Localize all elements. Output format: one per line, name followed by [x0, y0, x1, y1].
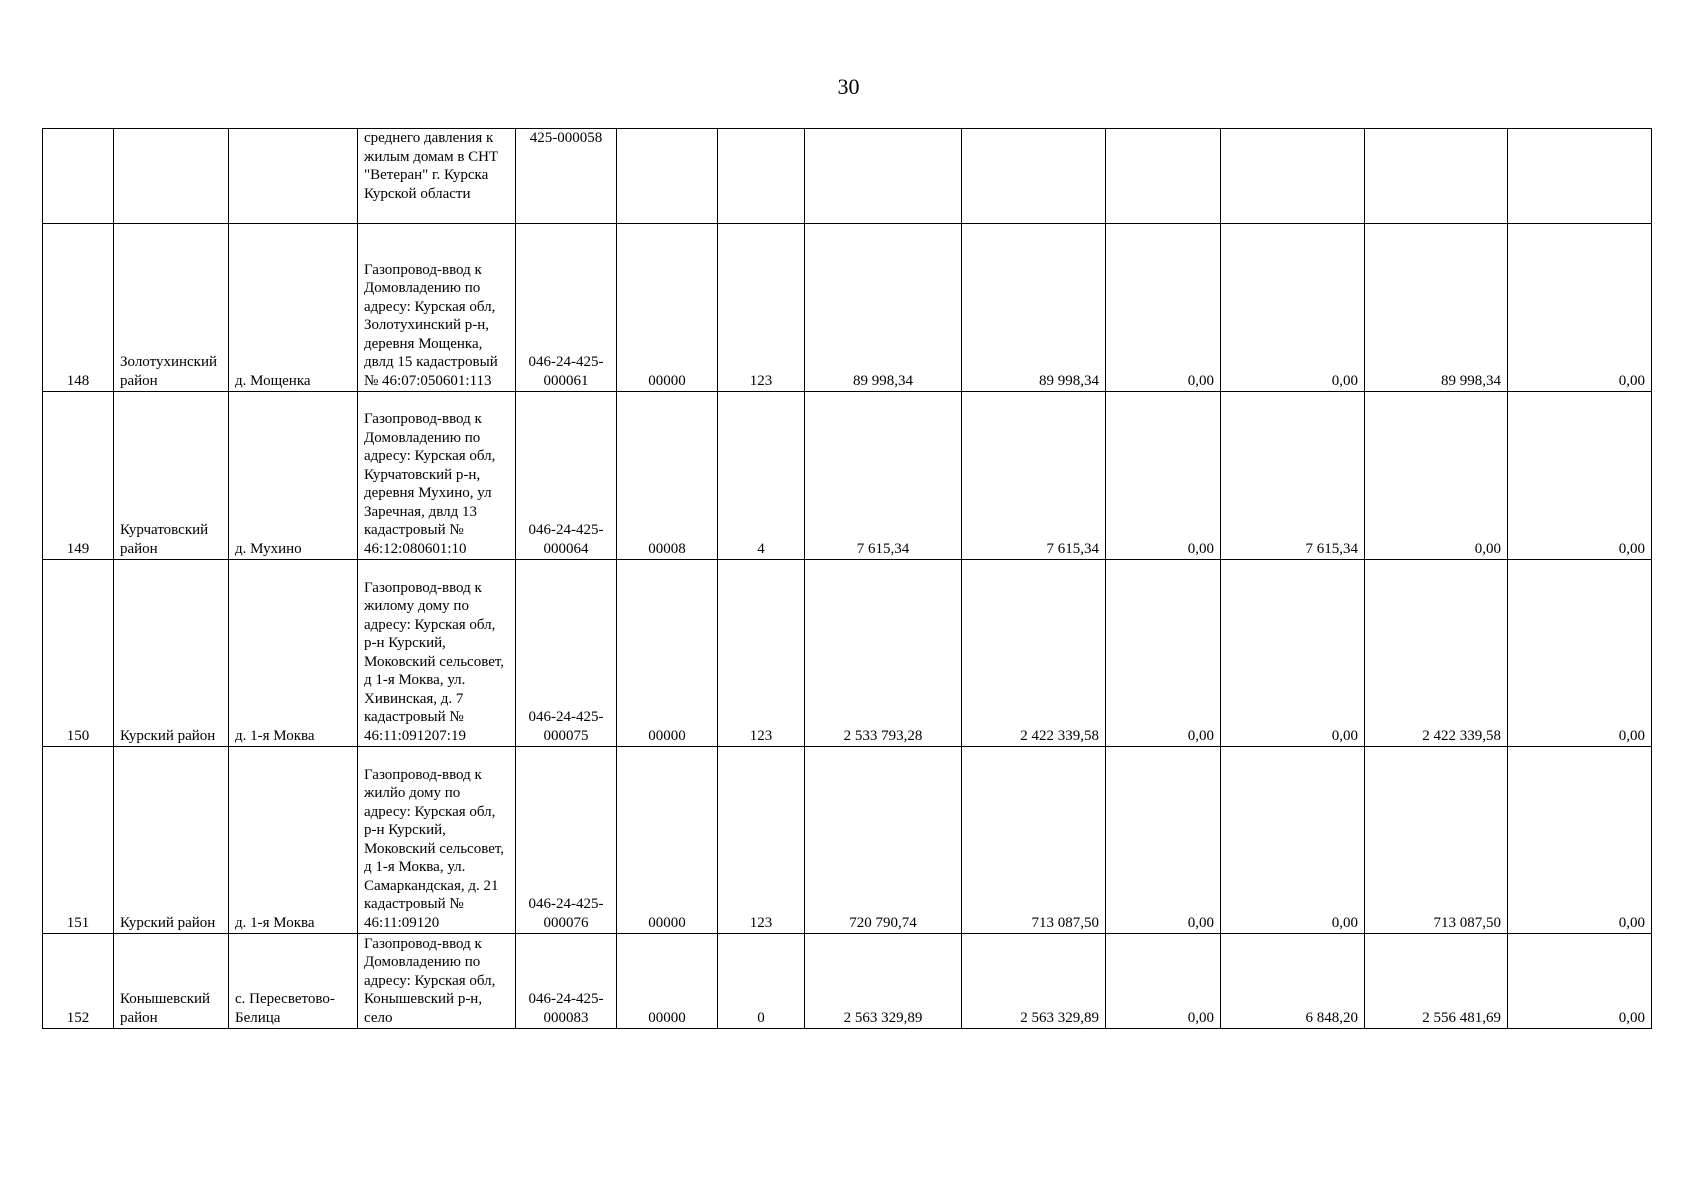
amount-cell: 89 998,34: [805, 224, 962, 392]
amount-cell: 0,00: [1508, 934, 1652, 1029]
object-description: Газопровод-ввод к Домовладению по адресу: Курская обл, Золотухинский р-н, деревня Мощенка, двлд 15 кадастровый № 46:07:050601:113: [358, 224, 516, 392]
settlement-cell: д. Мощенка: [229, 224, 358, 392]
amount-cell: 0,00: [1221, 747, 1365, 934]
amount-cell: 2 422 339,58: [1365, 560, 1508, 747]
amount-cell: 2 563 329,89: [805, 934, 962, 1029]
code-cell: [617, 129, 718, 224]
district-cell: Курчатовский район: [114, 392, 229, 560]
table-row: [43, 747, 1652, 934]
settlement-cell: д. Мухино: [229, 392, 358, 560]
amount-cell: [1106, 129, 1221, 224]
object-code: 046-24-425-000075: [516, 560, 617, 747]
amount-cell: 0,00: [1508, 224, 1652, 392]
row-number: 152: [43, 934, 114, 1029]
quantity-cell: 123: [718, 224, 805, 392]
object-code: 425-000058: [516, 129, 617, 224]
amount-cell: 0,00: [1106, 934, 1221, 1029]
amount-cell: 2 563 329,89: [962, 934, 1106, 1029]
code-cell: 00008: [617, 392, 718, 560]
quantity-cell: 123: [718, 560, 805, 747]
amount-cell: 2 533 793,28: [805, 560, 962, 747]
amount-cell: 6 848,20: [1221, 934, 1365, 1029]
amount-cell: 7 615,34: [962, 392, 1106, 560]
table-row: [43, 934, 1652, 1029]
row-number: 151: [43, 747, 114, 934]
object-description: среднего давления к жилым домам в СНТ "Ветеран" г. Курска Курской области: [358, 129, 516, 224]
page-number: 30: [837, 74, 860, 99]
amount-cell: 0,00: [1106, 224, 1221, 392]
table-row: [43, 129, 1652, 224]
code-cell: 00000: [617, 560, 718, 747]
object-code: 046-24-425-000064: [516, 392, 617, 560]
code-cell: 00000: [617, 747, 718, 934]
settlement-cell: с. Пересветово-Белица: [229, 934, 358, 1029]
district-cell: Конышевский район: [114, 934, 229, 1029]
code-cell: 00000: [617, 224, 718, 392]
object-code: 046-24-425-000061: [516, 224, 617, 392]
district-cell: Курский район: [114, 560, 229, 747]
amount-cell: 0,00: [1508, 392, 1652, 560]
amount-cell: 2 556 481,69: [1365, 934, 1508, 1029]
quantity-cell: 0: [718, 934, 805, 1029]
amount-cell: [1221, 129, 1365, 224]
code-cell: 00000: [617, 934, 718, 1029]
row-number: [43, 129, 114, 224]
settlement-cell: д. 1-я Моква: [229, 747, 358, 934]
row-number: 150: [43, 560, 114, 747]
table-row: [43, 224, 1652, 392]
amount-cell: 0,00: [1365, 392, 1508, 560]
settlement-cell: [229, 129, 358, 224]
registry-table: [42, 128, 1652, 1029]
amount-cell: [805, 129, 962, 224]
quantity-cell: [718, 129, 805, 224]
amount-cell: 0,00: [1106, 392, 1221, 560]
settlement-cell: д. 1-я Моква: [229, 560, 358, 747]
amount-cell: 720 790,74: [805, 747, 962, 934]
amount-cell: 0,00: [1508, 560, 1652, 747]
amount-cell: 0,00: [1106, 747, 1221, 934]
amount-cell: 2 422 339,58: [962, 560, 1106, 747]
quantity-cell: 123: [718, 747, 805, 934]
district-cell: [114, 129, 229, 224]
district-cell: Курский район: [114, 747, 229, 934]
object-description: Газопровод-ввод к Домовладению по адресу: Курская обл, Конышевский р-н, село: [358, 934, 516, 1029]
object-description: Газопровод-ввод к жилому дому по адресу: Курская обл, р-н Курский, Моковский сельсовет, д 1-я Моква, ул. Хивинская, д. 7 кадастровый № 46:11:091207:19: [358, 560, 516, 747]
amount-cell: 89 998,34: [962, 224, 1106, 392]
amount-cell: [1508, 129, 1652, 224]
object-description: Газопровод-ввод к жилйо дому по адресу: Курская обл, р-н Курский, Моковский сельсовет, д 1-я Моква, ул. Самаркандская, д. 21 кадастровый № 46:11:09120: [358, 747, 516, 934]
table-row: [43, 560, 1652, 747]
object-code: 046-24-425-000083: [516, 934, 617, 1029]
amount-cell: 713 087,50: [1365, 747, 1508, 934]
amount-cell: 89 998,34: [1365, 224, 1508, 392]
row-number: 148: [43, 224, 114, 392]
amount-cell: 0,00: [1221, 560, 1365, 747]
amount-cell: 0,00: [1106, 560, 1221, 747]
amount-cell: [1365, 129, 1508, 224]
amount-cell: 0,00: [1221, 224, 1365, 392]
district-cell: Золотухинский район: [114, 224, 229, 392]
quantity-cell: 4: [718, 392, 805, 560]
table-row: [43, 392, 1652, 560]
object-code: 046-24-425-000076: [516, 747, 617, 934]
amount-cell: 7 615,34: [805, 392, 962, 560]
amount-cell: 0,00: [1508, 747, 1652, 934]
amount-cell: 7 615,34: [1221, 392, 1365, 560]
amount-cell: 713 087,50: [962, 747, 1106, 934]
amount-cell: [962, 129, 1106, 224]
object-description: Газопровод-ввод к Домовладению по адресу: Курская обл, Курчатовский р-н, деревня Мухино, ул Заречная, двлд 13 кадастровый № 46:12:080601:10: [358, 392, 516, 560]
row-number: 149: [43, 392, 114, 560]
